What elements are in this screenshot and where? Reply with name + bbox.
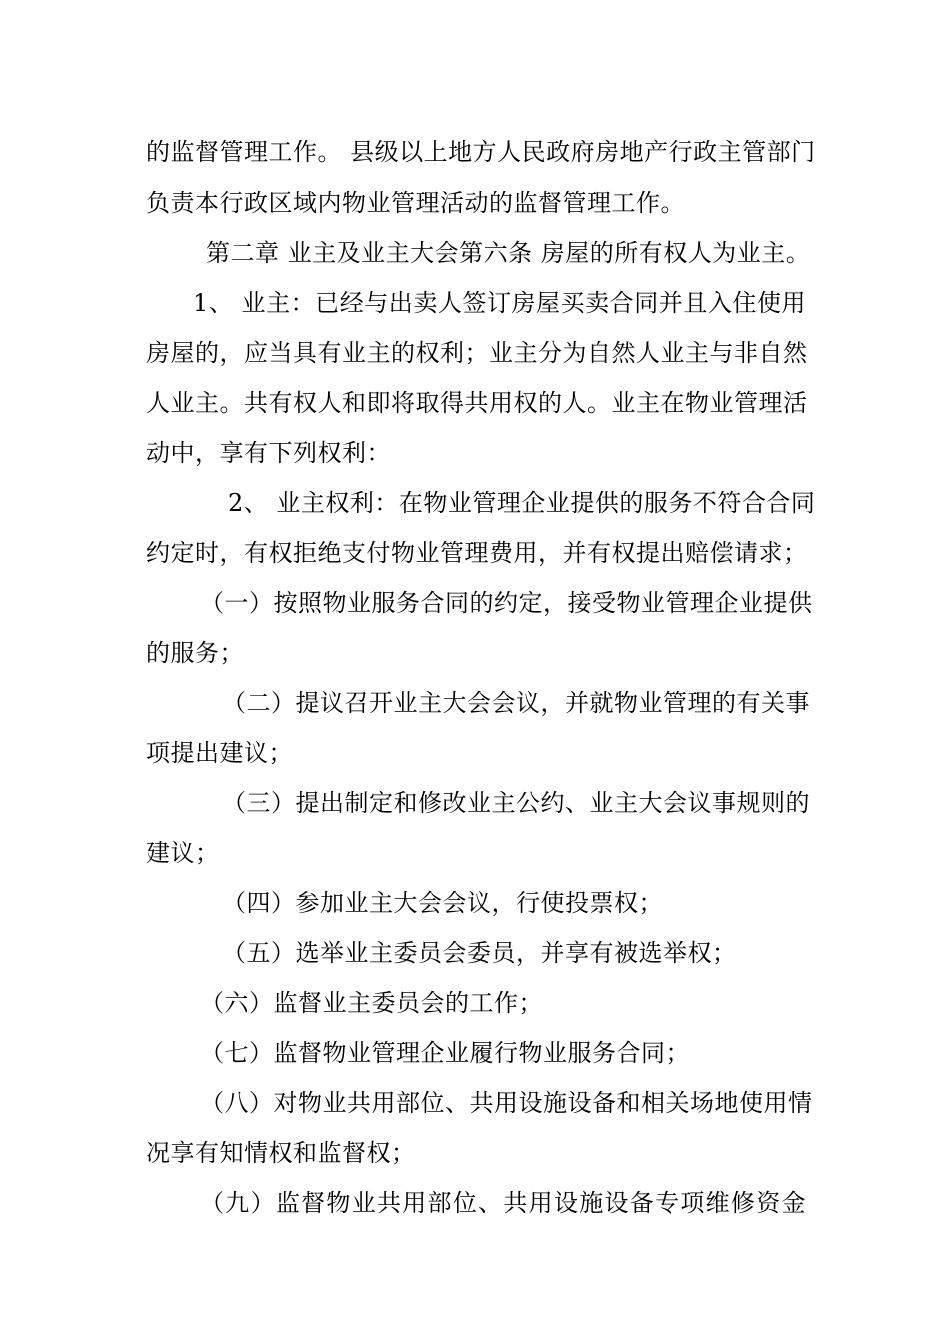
- text-line-2: 负责本行政区域内物业管理活动的监督管理工作。: [146, 189, 685, 217]
- text-line-15: 建议；: [146, 839, 220, 867]
- text-line-13: 项提出建议；: [146, 739, 293, 767]
- text-line-12: （二）提议召开业主大会会议，并就物业管理的有关事: [222, 689, 810, 717]
- text-line-5: 房屋的，应当具有业主的权利；业主分为自然人业主与非自然: [146, 339, 808, 367]
- text-line-4: 1、 业主：已经与出卖人签订房屋买卖合同并且入住使用: [193, 289, 806, 317]
- text-line-20: （八）对物业共用部位、共用设施设备和相关场地使用情: [200, 1089, 813, 1117]
- text-line-22: （九）监督物业共用部位、共用设施设备专项维修资金: [200, 1189, 806, 1217]
- text-line-1: 的监督管理工作。 县级以上地方人民政府房地产行政主管部门: [146, 138, 816, 166]
- text-line-19: （七）监督物业管理企业履行物业服务合同；: [200, 1039, 690, 1067]
- text-line-9: 约定时，有权拒绝支付物业管理费用，并有权提出赔偿请求；: [146, 539, 808, 567]
- text-line-16: （四）参加业主大会会议，行使投票权；: [222, 889, 663, 917]
- text-line-6: 人业主。共有权人和即将取得共用权的人。业主在物业管理活: [146, 389, 808, 417]
- text-line-18: （六）监督业主委员会的工作；: [200, 989, 543, 1017]
- text-line-10: （一）按照物业服务合同的约定，接受物业管理企业提供: [200, 589, 813, 617]
- text-line-14: （三）提出制定和修改业主公约、业主大会议事规则的: [222, 789, 810, 817]
- text-line-7: 动中，享有下列权利：: [146, 439, 391, 467]
- text-line-8: 2、 业主权利：在物业管理企业提供的服务不符合合同: [228, 489, 816, 517]
- text-line-11: 的服务；: [146, 639, 244, 667]
- text-line-21: 况享有知情权和监督权；: [146, 1139, 416, 1167]
- text-line-17: （五）选举业主委员会委员，并享有被选举权；: [222, 939, 737, 967]
- chapter-heading: 第二章 业主及业主大会第六条 房屋的所有权人为业主。: [206, 239, 811, 267]
